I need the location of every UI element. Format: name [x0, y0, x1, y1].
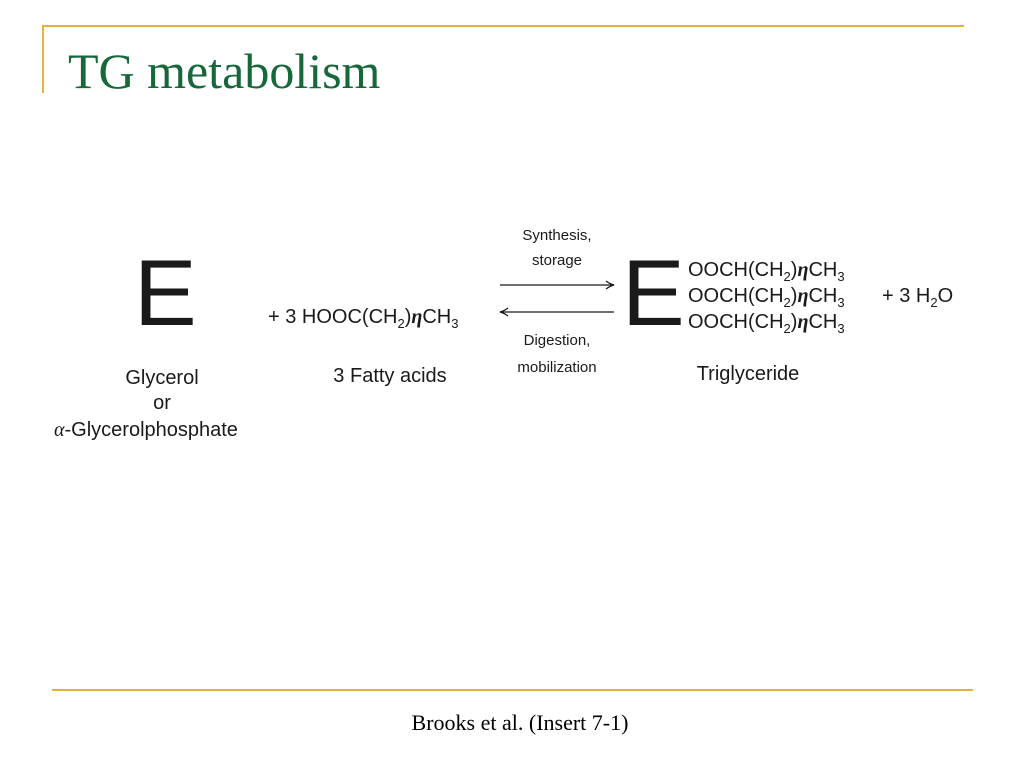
- fatty-acids-label: 3 Fatty acids: [333, 365, 447, 387]
- digestion-label: Digestion,: [523, 332, 591, 349]
- glycerol-or-label: or: [153, 392, 171, 414]
- water-product: + 3 $H_2O$: [882, 285, 954, 310]
- triglyceride-label: Triglyceride: [696, 363, 800, 385]
- synthesis-label: Synthesis,: [522, 227, 592, 244]
- footer-rule: [52, 689, 973, 691]
- triglyceride-backbone-symbol: E: [622, 240, 685, 345]
- glycerol-backbone-symbol: E: [134, 240, 197, 345]
- glycerol-label: Glycerol: [125, 367, 199, 389]
- slide-title: TG metabolism: [68, 43, 381, 99]
- forward-arrow: [500, 281, 614, 289]
- storage-label: storage: [531, 252, 583, 269]
- mobilization-label: mobilization: [517, 359, 597, 376]
- fatty-acid-formula: + 3 $HOOC(CH_2)\eta CH_3$: [268, 306, 459, 331]
- ester-chain-1: $OOCH(CH_2)\eta CH_3$: [688, 259, 845, 284]
- ester-chain-2: $OOCH(CH_2)\eta CH_3$: [688, 285, 845, 310]
- citation: Brooks et al. (Insert 7-1): [411, 710, 629, 735]
- glycerolphosphate-text: -Glycerolphosphate: [64, 419, 238, 441]
- alpha-symbol: α: [54, 419, 65, 441]
- glycerolphosphate-label: [54, 419, 238, 441]
- reverse-arrow: [500, 308, 614, 316]
- ester-chain-3: $OOCH(CH_2)\eta CH_3$: [688, 311, 845, 336]
